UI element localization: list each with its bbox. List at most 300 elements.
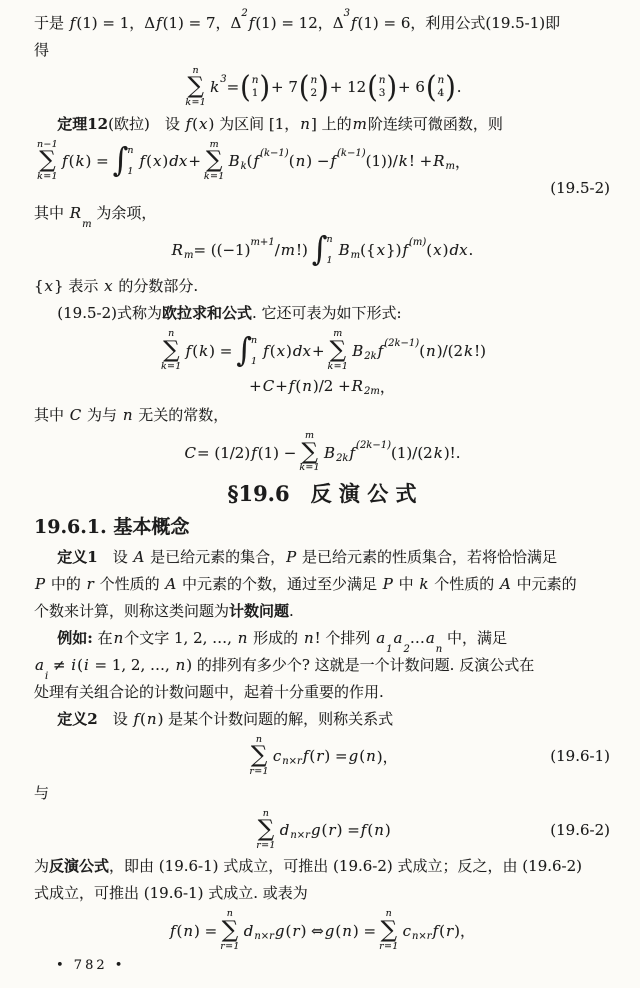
text-run: f: [302, 747, 309, 766]
formula-sum-cubes-expression: [182, 66, 461, 109]
text-run: (欧拉) 设: [108, 114, 185, 133]
formula-19-6-2-expression: [253, 809, 390, 852]
sum-upper-limit: n: [262, 807, 270, 819]
text-run: dx: [292, 341, 311, 360]
text-run: c: [272, 747, 282, 766]
text-run: 形成的: [248, 628, 303, 647]
integral-lower-limit: 1: [251, 355, 258, 367]
text-run: 阶连续可微函数，则: [367, 114, 503, 133]
text-run: k: [398, 152, 408, 171]
text-run: f: [62, 152, 68, 171]
text-run: (: [140, 709, 146, 728]
text-run: g: [348, 747, 359, 766]
definition-2: [34, 706, 610, 733]
text-run: 中，满足: [442, 628, 508, 647]
binomial-bottom: 1: [251, 87, 259, 100]
text-run: R: [351, 377, 363, 396]
subscript: m: [350, 250, 361, 262]
text-run: +: [188, 152, 201, 171]
example-paragraph: [34, 625, 610, 706]
text-run: 在: [92, 628, 113, 647]
text-run: C: [262, 377, 275, 396]
text-run: a: [35, 655, 44, 674]
integral-symbol: [236, 330, 260, 370]
text-run: 个性质的: [429, 574, 500, 593]
sigma-sum-symbol: [204, 140, 225, 183]
text-run: (: [192, 114, 199, 133]
text-run: (1) = 1，Δ: [76, 14, 156, 32]
text-run: ) =: [209, 341, 233, 360]
formula-euler-alt-line-2: [34, 372, 610, 400]
text-run: x: [433, 241, 442, 260]
subscript: m: [183, 250, 194, 262]
text-run: 是已给元素的集合，: [145, 547, 286, 566]
text-run: . 它还可表为如下形式:: [251, 304, 402, 323]
text-run: (: [309, 747, 316, 766]
text-run: x: [376, 241, 386, 260]
text-run: k: [75, 152, 85, 171]
sum-lower-limit: k=1: [37, 171, 58, 182]
binomial-top: n: [310, 74, 318, 87]
text-run: (1) −: [257, 443, 297, 462]
theorem-12: [34, 111, 610, 138]
text-run: P: [35, 574, 46, 593]
text-run: n: [183, 921, 194, 940]
text-run: (: [335, 921, 342, 940]
text-run: x: [276, 341, 286, 360]
sigma-sum-symbol: [37, 140, 58, 183]
text-run: (: [269, 341, 276, 360]
sigma-sum-symbol: [379, 909, 398, 952]
text-run: k: [210, 78, 220, 97]
definition-1-line-2: [34, 571, 610, 598]
text-run: P: [286, 547, 297, 566]
and-connector: [34, 780, 610, 807]
text-run: f: [139, 152, 146, 171]
sigma-sum-symbol: [299, 431, 320, 474]
superscript: (k−1): [337, 148, 366, 160]
text-run: 得: [34, 41, 50, 59]
text-run: g: [324, 921, 335, 940]
sum-upper-limit: m: [209, 138, 219, 150]
integral-symbol: [311, 230, 336, 270]
text-run: ({: [360, 241, 376, 260]
text-run: i: [83, 655, 89, 674]
formula-euler-summation-expression: [34, 140, 470, 183]
text-run: (: [146, 152, 152, 171]
sigma-glyph: ∑: [250, 742, 268, 769]
text-run: (: [367, 820, 374, 839]
text-run: +: [311, 341, 325, 360]
example-paragraph-line-1: [34, 625, 610, 655]
sum-upper-limit: n: [192, 65, 199, 76]
text-run: A: [133, 547, 145, 566]
text-run: 的分数部分.: [113, 277, 199, 296]
text-run: ] 上的: [310, 114, 352, 133]
text-run: 设: [97, 709, 133, 728]
text-run: n: [295, 152, 306, 171]
text-run: r: [328, 820, 336, 839]
subscript: n×r: [290, 829, 310, 841]
subscript: n×r: [411, 930, 432, 942]
text-run: ) =: [336, 820, 360, 839]
right-paren: ): [445, 70, 456, 105]
text-run: a: [393, 628, 403, 647]
text-run: ，即由 (19.6-1) 式成立，可推出 (19.6-2) 式成立；反之，由 (19.6-2): [109, 857, 583, 876]
text-run: f: [350, 14, 357, 32]
text-run: r: [86, 574, 94, 593]
integral-glyph: ∫: [311, 230, 328, 270]
right-paren: ): [318, 70, 329, 105]
left-paren: (: [298, 70, 310, 105]
text-run: 设: [97, 547, 133, 566]
text-run: (: [359, 747, 366, 766]
text-run: 反演公式: [49, 857, 110, 876]
text-run: C: [184, 443, 197, 462]
superscript: 2: [241, 8, 248, 19]
text-run: =: [226, 78, 240, 97]
text-run: n: [237, 628, 248, 647]
text-run: } 表示: [54, 277, 104, 296]
formula-euler-alt-expression: [158, 329, 486, 372]
formula-19-6-1-expression: [246, 735, 397, 778]
text-run: 个性质的: [94, 574, 165, 593]
formula-equivalence-expression: [169, 909, 475, 952]
text-run: ) 是某个计数问题的解，则称关系式: [157, 709, 394, 728]
integral-glyph: ∫: [236, 330, 253, 370]
text-run: 个文字 1, 2, …,: [124, 628, 237, 647]
text-run: f: [251, 443, 257, 462]
text-run: n: [342, 921, 352, 940]
text-run: R: [171, 241, 183, 260]
text-run: k: [199, 341, 209, 360]
text-run: (19.5-2)式称为: [57, 304, 162, 323]
subscript: 2k: [364, 350, 377, 362]
subscript: n: [435, 643, 443, 655]
text-run: k: [419, 574, 429, 593]
sigma-sum-symbol: [185, 66, 206, 109]
sum-upper-limit: m: [333, 328, 343, 340]
text-run: …: [409, 628, 425, 647]
binomial-top: n: [251, 74, 259, 87]
sigma-glyph: ∑: [380, 916, 398, 943]
text-run: .: [289, 601, 294, 620]
constant-intro-line-1: [34, 402, 610, 429]
formula-euler-summation: [34, 140, 610, 199]
sigma-glyph: ∑: [257, 816, 275, 843]
text-run: ): [286, 341, 292, 360]
sum-lower-limit: k=1: [185, 97, 207, 109]
formula-constant-c: [34, 431, 610, 474]
integral-upper-limit: n: [326, 234, 333, 246]
integral-lower-limit: 1: [127, 166, 134, 178]
definition-1-line-1: [34, 544, 610, 571]
sum-upper-limit: n: [226, 908, 234, 920]
binomial-bottom: 4: [437, 87, 445, 100]
sigma-sum-symbol: [256, 809, 275, 852]
text-run: ) 的排列有多少个? 这就是一个计数问题. 反演公式在: [186, 655, 535, 674]
sum-upper-limit: m: [305, 430, 315, 442]
text-run: (: [285, 921, 292, 940]
sum-upper-limit: n−1: [37, 138, 59, 150]
text-run: )/2 +: [312, 377, 351, 396]
right-paren: ): [386, 70, 398, 105]
text-run: 是已给元素的性质集合，若将恰恰满足: [297, 547, 557, 566]
sum-lower-limit: k=1: [327, 360, 349, 372]
text-run: f: [185, 114, 192, 133]
subscript: 1: [386, 643, 393, 655]
formula-constant-c-line-1: [34, 431, 610, 474]
text-run: (: [419, 341, 426, 360]
text-run: (1))/: [365, 152, 398, 171]
sigma-glyph: ∑: [206, 147, 223, 174]
text-run: x: [199, 114, 208, 133]
text-run: a: [376, 628, 386, 647]
superscript: (k−1): [260, 148, 289, 160]
text-run: m: [352, 114, 367, 133]
fractional-part-note-line-1: [34, 273, 610, 300]
integral-glyph: ∫: [112, 141, 129, 180]
text-run: (: [68, 152, 75, 171]
text-run: ) −: [306, 152, 330, 171]
text-run: n: [426, 341, 436, 360]
binomial-coefficient: [240, 70, 270, 105]
text-run: B: [338, 241, 350, 260]
definition-1-line-3: [34, 598, 610, 625]
binomial-stack: [436, 74, 445, 100]
text-run: n: [122, 406, 133, 425]
text-run: f: [402, 241, 408, 260]
text-run: d: [279, 820, 290, 839]
text-run: ) =: [85, 152, 109, 171]
subscript: i: [44, 670, 49, 682]
text-run: !): [295, 241, 308, 260]
text-run: (: [192, 341, 199, 360]
sum-upper-limit: n: [255, 733, 263, 745]
text-run: A: [500, 574, 511, 593]
text-run: n: [146, 709, 157, 728]
text-run: (1) = 7，Δ: [162, 14, 242, 32]
text-run: A: [165, 574, 177, 593]
binomial-stack: [251, 74, 260, 100]
text-run: (1) = 6，利用公式(19.5-1)即: [357, 14, 561, 32]
text-run: f: [349, 443, 356, 462]
text-run: + 12: [329, 78, 367, 97]
subscript: n×r: [254, 930, 274, 942]
text-run: n: [374, 820, 384, 839]
text-run: 处理有关组合论的计数问题中，起着十分重要的作用.: [34, 682, 384, 701]
text-run: (: [439, 921, 445, 940]
subsection-19-6-1-heading: 19.6.1. 基本概念: [34, 515, 190, 538]
formula-constant-c-expression: [184, 431, 461, 474]
sum-lower-limit: k=1: [160, 360, 182, 372]
sigma-sum-symbol: [249, 735, 268, 778]
sigma-glyph: ∑: [187, 73, 204, 100]
text-run: (: [321, 820, 328, 839]
subscript: n×r: [282, 756, 302, 768]
formula-euler-alt-line-1: [34, 329, 610, 372]
text-run: n: [366, 747, 376, 766]
text-run: k: [433, 443, 443, 462]
text-run: )/(2: [436, 341, 464, 360]
text-run: f: [288, 377, 295, 396]
subscript: k: [240, 161, 247, 173]
sum-lower-limit: r=1: [379, 940, 399, 952]
text-run: /: [274, 241, 280, 260]
integral-upper-limit: n: [251, 334, 258, 346]
text-run: )，: [376, 747, 398, 766]
text-run: k: [464, 341, 474, 360]
text-run: (: [426, 241, 433, 260]
subscript: 2k: [336, 452, 349, 464]
left-paren: (: [425, 70, 437, 105]
text-run: f: [69, 14, 76, 32]
text-run: r: [446, 921, 454, 940]
text-run: ! +: [408, 152, 433, 171]
text-run: f: [169, 921, 176, 940]
text-run: + 7: [271, 78, 298, 97]
formula-euler-alt-expression: [249, 376, 395, 397]
text-run: ≠: [48, 655, 71, 674]
text-run: = ((−1): [193, 241, 251, 260]
page-number: • 782 •: [56, 958, 126, 973]
text-run: ): [384, 820, 391, 839]
definition-1: [34, 544, 610, 625]
text-run: R: [69, 204, 82, 223]
text-run: r: [292, 921, 300, 940]
text-run: .: [456, 78, 462, 97]
text-run: +: [275, 377, 288, 396]
text-run: P: [382, 574, 393, 593]
text-run: f: [253, 152, 260, 171]
text-run: x: [152, 152, 162, 171]
binomial-top: n: [437, 74, 445, 87]
text-run: f: [360, 820, 367, 839]
formula-19-6-1: [34, 735, 610, 778]
text-run: !): [474, 341, 487, 360]
text-run: 其中: [34, 406, 69, 425]
page-content: [34, 10, 610, 952]
text-run: 为与: [82, 406, 122, 425]
text-run: f: [185, 341, 192, 360]
formula-remainder-expression: [171, 230, 474, 270]
formula-19-6-2-line-1: [34, 809, 610, 852]
text-run: 个数来计算，则称这类问题为: [34, 601, 230, 620]
intro-paragraph: [34, 10, 610, 64]
formula-remainder: [34, 229, 610, 271]
superscript: 3: [343, 8, 350, 19]
integral-upper-limit: n: [127, 145, 134, 157]
text-run: g: [274, 921, 285, 940]
text-run: (: [295, 377, 302, 396]
text-run: (: [176, 921, 183, 940]
text-run: 与: [34, 783, 50, 802]
text-run: c: [402, 921, 411, 940]
text-run: ) =: [194, 921, 218, 940]
intro-paragraph-line-2: [34, 37, 610, 64]
formula-remainder-line-1: [34, 229, 610, 271]
text-run: f: [133, 709, 140, 728]
text-run: f: [377, 341, 384, 360]
formula-sum-cubes: [34, 66, 610, 109]
binomial-coefficient: [425, 70, 456, 105]
text-run: ，: [455, 152, 471, 171]
subscript: m: [82, 219, 92, 231]
text-run: ): [442, 241, 449, 260]
example-paragraph-line-3: [34, 679, 610, 706]
text-run: )，: [454, 922, 476, 941]
sum-lower-limit: r=1: [249, 766, 269, 778]
inversion-explanation: [34, 853, 610, 907]
equation-number: (19.5-2): [550, 179, 610, 198]
definition-2-line-1: [34, 706, 610, 733]
binomial-bottom: 3: [378, 87, 386, 100]
text-run: 其中: [34, 204, 69, 223]
text-run: n: [113, 628, 124, 647]
text-run: m: [280, 241, 295, 260]
text-run: r: [316, 747, 324, 766]
and-connector-line-1: [34, 780, 610, 807]
text-run: ，: [379, 377, 395, 396]
sum-lower-limit: k=1: [203, 171, 225, 182]
text-run: 欧拉求和公式: [161, 304, 252, 323]
sigma-glyph: ∑: [301, 438, 318, 465]
text-run: (1)/(2: [391, 443, 433, 462]
text-run: = 1, 2, …,: [89, 655, 175, 674]
binomial-stack: [309, 74, 318, 100]
intro-paragraph-line-1: [34, 10, 610, 37]
euler-formula-name: [34, 300, 610, 327]
text-run: f: [263, 341, 269, 360]
sigma-sum-symbol: [328, 329, 349, 372]
formula-equivalence-line-1: [34, 909, 610, 952]
text-run: 中的: [46, 574, 86, 593]
text-run: x: [44, 277, 54, 296]
text-run: {: [34, 277, 44, 296]
text-run: +: [249, 377, 262, 396]
text-run: i: [71, 655, 77, 674]
text-run: d: [243, 921, 254, 940]
text-run: a: [425, 628, 435, 647]
formula-equivalence: [34, 909, 610, 952]
text-run: (: [246, 152, 253, 171]
formula-euler-summation-line-1: [34, 140, 610, 183]
inversion-explanation-line-2: [34, 880, 610, 907]
text-run: dx: [449, 241, 468, 260]
text-run: 于是: [34, 14, 69, 32]
subscript: 2: [403, 643, 410, 655]
formula-19-6-1-line-1: [34, 735, 610, 778]
section-19-6-heading: §19.6 反 演 公 式: [227, 480, 417, 506]
sigma-glyph: ∑: [39, 147, 56, 174]
superscript: m+1: [250, 237, 275, 249]
text-run: C: [69, 406, 82, 425]
formula-19-6-2: [34, 809, 610, 852]
sigma-glyph: ∑: [163, 336, 180, 363]
fractional-part-note: [34, 273, 610, 300]
sum-upper-limit: n: [168, 328, 175, 340]
text-run: 为: [34, 857, 50, 876]
text-run: ) =: [324, 747, 348, 766]
integral-symbol: [112, 141, 137, 180]
binomial-coefficient: [298, 70, 329, 105]
text-run: 中元素的个数，通过至少满足: [177, 574, 382, 593]
text-run: ! 个排列: [314, 628, 376, 647]
text-run: }): [386, 241, 402, 260]
binomial-coefficient: [367, 70, 398, 105]
theorem-12-line-1: [34, 111, 610, 138]
text-run: n: [175, 655, 186, 674]
